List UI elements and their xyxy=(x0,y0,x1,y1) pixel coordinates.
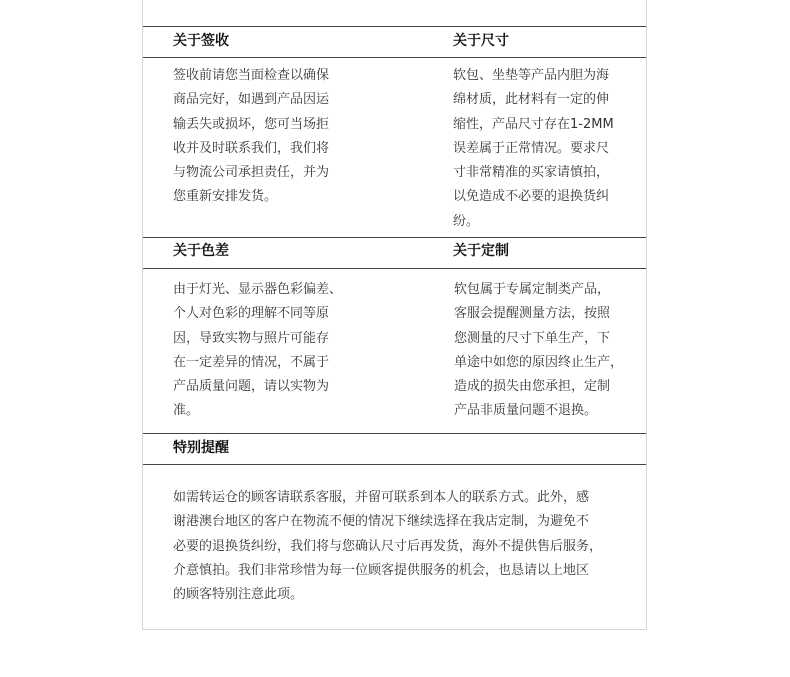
paragraph-line: 软包属于专属定制类产品， xyxy=(454,282,611,297)
paragraph-line: 准。 xyxy=(173,403,200,419)
paragraph-line: 误差属于正常情况。要求尺 xyxy=(453,140,610,156)
divider-below-notice-heading xyxy=(143,464,646,465)
heading-color-difference: 关于色差 xyxy=(173,243,229,259)
paragraph-line: 寸非常精准的买家请慎拍， xyxy=(453,165,610,181)
paragraph-line: 以免造成不必要的退换货纠 xyxy=(453,189,610,205)
divider-above-row2-headings xyxy=(143,237,646,238)
paragraph-sign-for xyxy=(173,64,329,210)
divider-top xyxy=(143,26,646,27)
paragraph-line: 如需转运仓的顾客请联系客服，并留可联系到本人的联系方式。此外，感 xyxy=(173,490,590,505)
paragraph-line: 纷。 xyxy=(453,213,480,229)
store-policy-card xyxy=(142,0,647,630)
paragraph-line: 介意慎拍。我们非常珍惜为每一位顾客提供服务的机会，也恳请以上地区 xyxy=(173,562,590,578)
paragraph-line: 因，导致实物与照片可能存 xyxy=(173,330,330,346)
paragraph-line: 必要的退换货纠纷，我们将与您确认尺寸后再发货，海外不提供售后服务， xyxy=(173,538,603,554)
paragraph-line: 在一定差异的情况，不属于 xyxy=(173,354,330,370)
paragraph-line: 客服会提醒测量方法，按照 xyxy=(454,306,611,322)
paragraph-line: 谢港澳台地区的客户在物流不便的情况下继续选择在我店定制，为避免不 xyxy=(173,514,590,530)
divider-below-row2-headings xyxy=(143,268,646,269)
paragraph-line: 由于灯光、显示器色彩偏差、 xyxy=(173,282,343,297)
paragraph-line: 绵材质，此材料有一定的伸 xyxy=(453,92,610,108)
paragraph-line: 产品质量问题，请以实物为 xyxy=(173,379,330,395)
heading-customization: 关于定制 xyxy=(453,243,509,259)
paragraph-line: 收并及时联系我们，我们将 xyxy=(173,140,330,156)
heading-size: 关于尺寸 xyxy=(453,33,509,49)
paragraph-line: 商品完好，如遇到产品因运 xyxy=(173,92,330,108)
paragraph-line: 签收前请您当面检查以确保 xyxy=(173,68,330,83)
divider-below-row1-headings xyxy=(143,57,646,58)
paragraph-line: 的顾客特别注意此项。 xyxy=(173,587,304,603)
paragraph-line: 您测量的尺寸下单生产，下 xyxy=(454,330,611,346)
paragraph-line: 您重新安排发货。 xyxy=(173,189,278,205)
paragraph-line: 单途中如您的原因终止生产， xyxy=(454,354,624,370)
paragraph-size xyxy=(453,64,614,234)
heading-sign-for: 关于签收 xyxy=(173,33,229,49)
paragraph-line: 输丢失或损坏，您可当场拒 xyxy=(173,116,330,132)
paragraph-line: 个人对色彩的理解不同等原 xyxy=(173,306,330,322)
paragraph-line: 造成的损失由您承担，定制 xyxy=(454,379,611,395)
heading-special-notice: 特别提醒 xyxy=(173,440,229,456)
paragraph-color-difference xyxy=(173,278,342,424)
paragraph-line: 产品非质量问题不退换。 xyxy=(454,403,598,419)
paragraph-special-notice xyxy=(173,486,602,607)
paragraph-line: 与物流公司承担责任，并为 xyxy=(173,165,330,181)
paragraph-customization xyxy=(454,278,623,424)
paragraph-line: 缩性，产品尺寸存在1-2MM xyxy=(453,116,614,132)
paragraph-line: 软包、坐垫等产品内胆为海 xyxy=(453,68,610,83)
divider-above-notice-heading xyxy=(143,433,646,434)
